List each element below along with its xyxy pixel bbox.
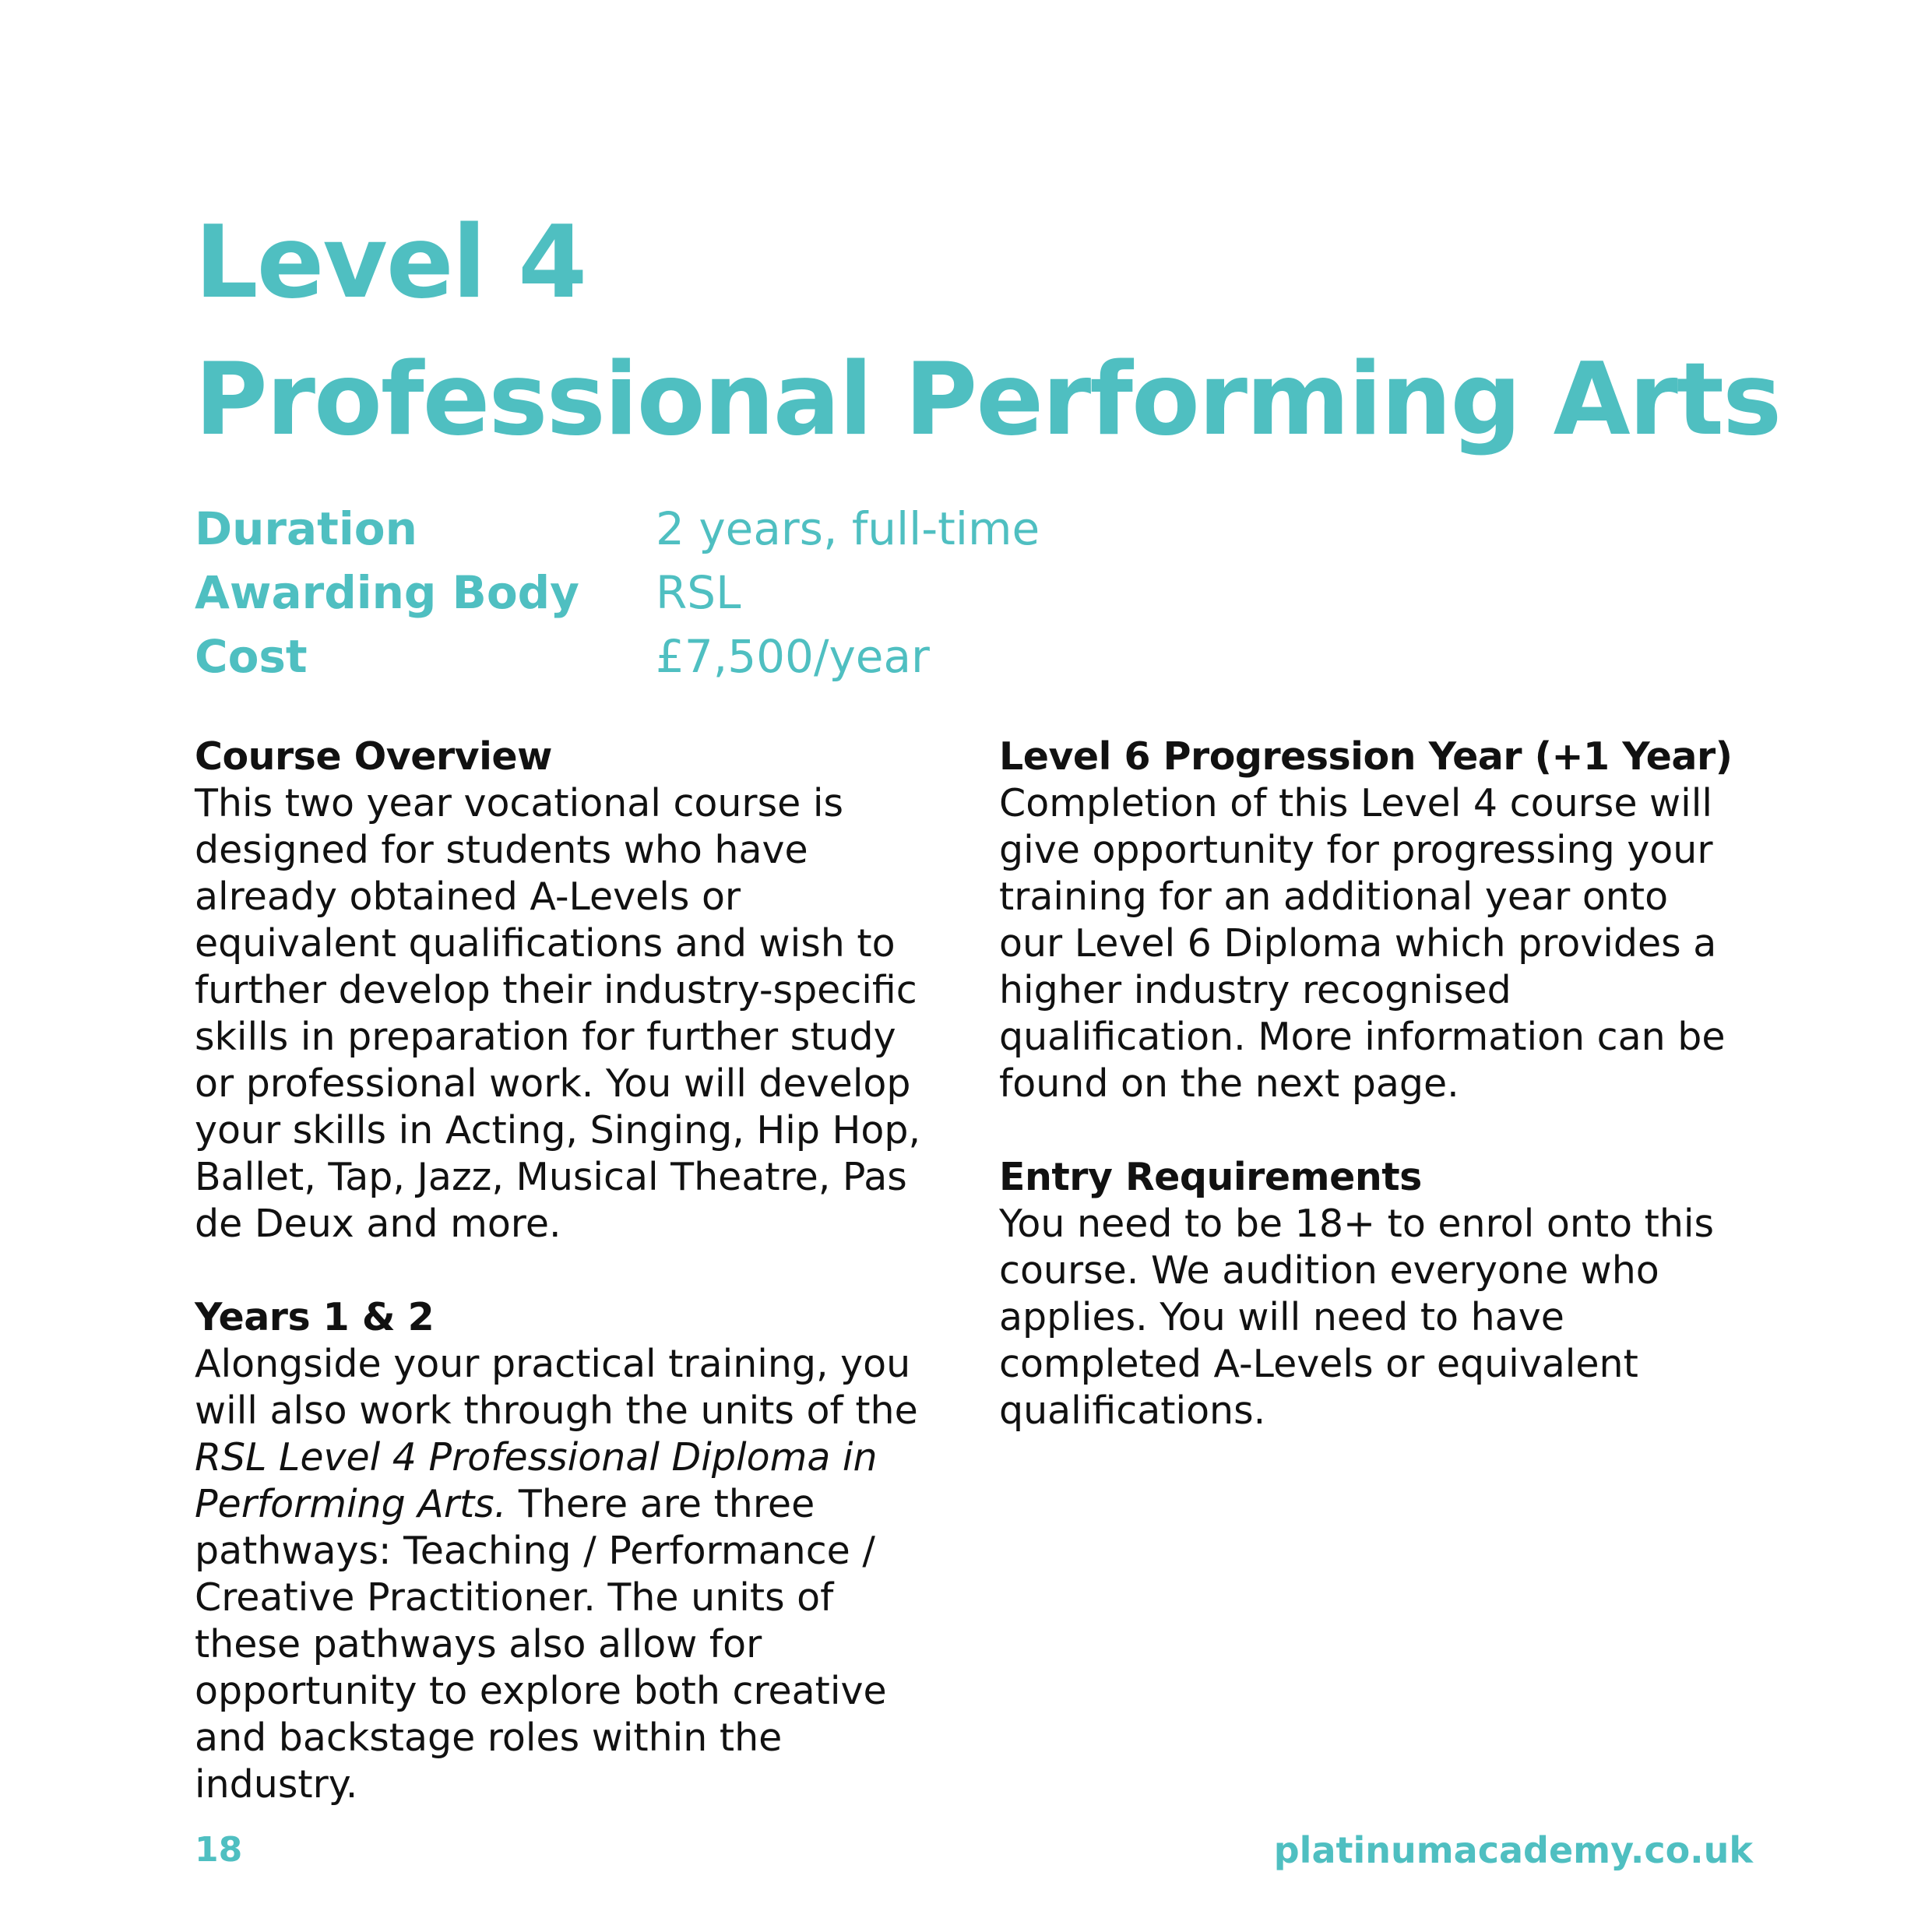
page-title bbox=[195, 195, 1780, 469]
section-body bbox=[195, 780, 958, 1248]
body-line: or professional work. You will develop bbox=[195, 1061, 911, 1106]
section-level6-progression bbox=[999, 734, 1778, 1107]
fact-label: Duration bbox=[195, 502, 417, 555]
diploma-title-italic: Performing Arts. bbox=[195, 1482, 507, 1526]
body-line: applies. You will need to have bbox=[999, 1295, 1564, 1339]
fact-label: Awarding Body bbox=[195, 566, 579, 619]
body-line: and backstage roles within the bbox=[195, 1716, 783, 1760]
body-line: opportunity to explore both creative bbox=[195, 1669, 887, 1713]
fact-value: £7,500/year bbox=[656, 630, 930, 683]
body-line: qualification. More information can be bbox=[999, 1015, 1726, 1059]
left-column bbox=[195, 734, 958, 1855]
body-line: these pathways also allow for bbox=[195, 1622, 762, 1666]
body-line: You need to be 18+ to enrol onto this bbox=[999, 1202, 1715, 1246]
section-body bbox=[999, 780, 1778, 1107]
website-link[interactable]: platinumacademy.co.uk bbox=[1273, 1829, 1753, 1871]
section-heading: Years 1 & 2 bbox=[195, 1295, 435, 1339]
section-years bbox=[195, 1294, 958, 1808]
section-heading: Level 6 Progression Year (+1 Year) bbox=[999, 734, 1733, 779]
body-line: Completion of this Level 4 course will bbox=[999, 781, 1712, 825]
body-line: industry. bbox=[195, 1762, 358, 1807]
body-line: will also work through the units of the bbox=[195, 1388, 918, 1433]
section-body bbox=[195, 1341, 958, 1808]
fact-value: 2 years, full-time bbox=[656, 502, 1040, 555]
body-line: designed for students who have bbox=[195, 828, 808, 872]
fact-row-awarding-body bbox=[195, 561, 1040, 625]
body-line: This two year vocational course is bbox=[195, 781, 843, 825]
body-line: already obtained A-Levels or bbox=[195, 875, 741, 919]
body-line: completed A-Levels or equivalent bbox=[999, 1342, 1638, 1386]
body-line: pathways: Teaching / Performance / bbox=[195, 1529, 875, 1573]
fact-row-duration bbox=[195, 497, 1040, 561]
page-title-line-2: Professional Performing Arts bbox=[195, 342, 1781, 458]
fact-row-cost bbox=[195, 625, 1040, 688]
body-line: course. We audition everyone who bbox=[999, 1248, 1659, 1293]
body-text: There are three bbox=[506, 1482, 815, 1526]
body-line: further develop their industry-specific bbox=[195, 968, 917, 1012]
body-line: Ballet, Tap, Jazz, Musical Theatre, Pas bbox=[195, 1155, 907, 1199]
diploma-title-italic: RSL Level 4 Professional Diploma in bbox=[195, 1435, 878, 1480]
section-body bbox=[999, 1201, 1778, 1434]
body-line bbox=[195, 1481, 958, 1528]
section-entry-requirements bbox=[999, 1154, 1778, 1434]
body-line: Creative Practitioner. The units of bbox=[195, 1575, 834, 1620]
body-line: give opportunity for progressing your bbox=[999, 828, 1713, 872]
body-line: de Deux and more. bbox=[195, 1202, 561, 1246]
body-line: higher industry recognised bbox=[999, 968, 1511, 1012]
right-column bbox=[999, 734, 1778, 1481]
body-line bbox=[195, 1434, 958, 1481]
fact-value: RSL bbox=[656, 566, 741, 619]
body-line: our Level 6 Diploma which provides a bbox=[999, 921, 1717, 966]
course-facts bbox=[195, 497, 1040, 688]
page-title-line-1: Level 4 bbox=[195, 205, 586, 321]
body-line: qualifications. bbox=[999, 1388, 1266, 1433]
body-line: skills in preparation for further study bbox=[195, 1015, 896, 1059]
body-line: training for an additional year onto bbox=[999, 875, 1669, 919]
body-line: your skills in Acting, Singing, Hip Hop, bbox=[195, 1108, 921, 1153]
page-number: 18 bbox=[195, 1830, 243, 1870]
body-line: found on the next page. bbox=[999, 1061, 1459, 1106]
fact-label: Cost bbox=[195, 630, 308, 683]
section-heading: Course Overview bbox=[195, 734, 552, 779]
body-line: equivalent qualifications and wish to bbox=[195, 921, 896, 966]
body-line: Alongside your practical training, you bbox=[195, 1342, 911, 1386]
section-heading: Entry Requirements bbox=[999, 1155, 1422, 1199]
section-course-overview bbox=[195, 734, 958, 1248]
